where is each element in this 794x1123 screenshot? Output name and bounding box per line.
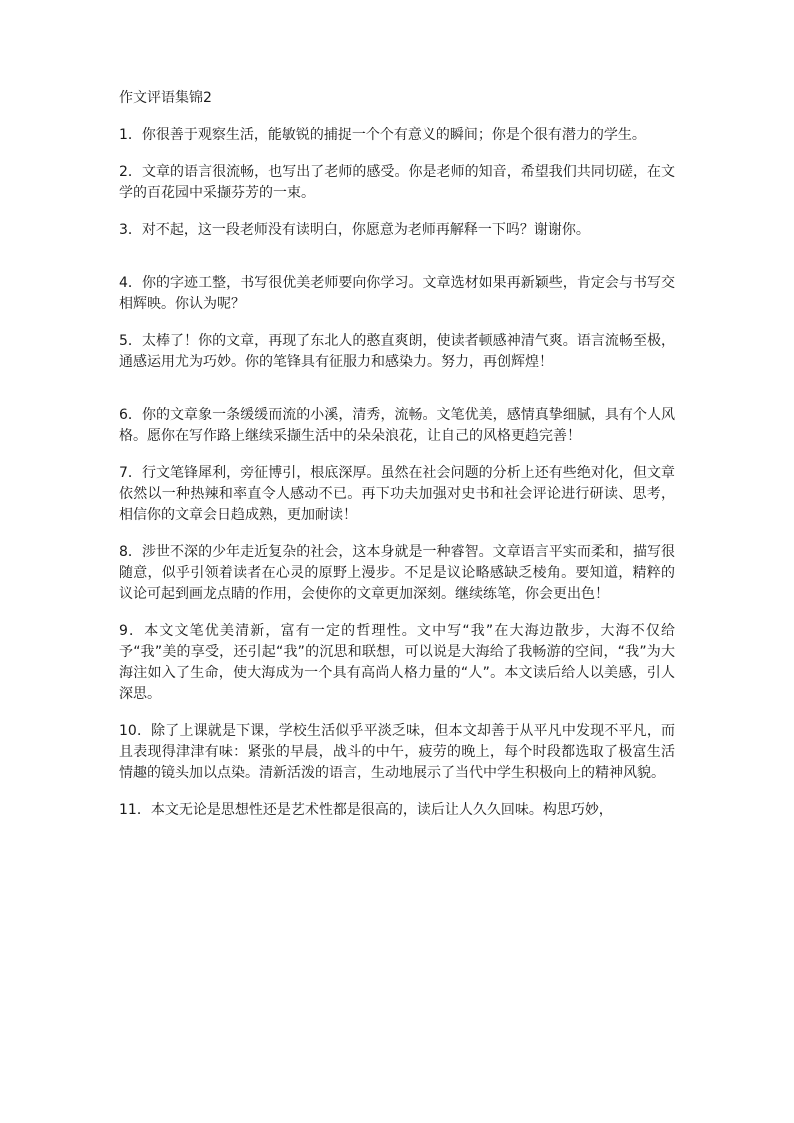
document-title: 作文评语集锦2 <box>119 90 212 106</box>
comment-paragraph-7: 7．行文笔锋犀利，旁征博引，根底深厚。虽然在社会问题的分析上还有些绝对化，但文章依然以一种热辣和率直令人感动不已。再下功夫加强对史书和社会评论进行研读、思考，相信你的文章会日趋成熟，更加耐读！ <box>119 465 675 523</box>
comment-paragraph-6: 6．你的文章象一条缓缓而流的小溪，清秀，流畅。文笔优美，感情真挚细腻，具有个人风格。愿你在写作路上继续采撷生活中的朵朵浪花，让自己的风格更趋完善！ <box>119 407 675 444</box>
comment-paragraph-3: 3．对不起，这一段老师没有读明白，你愿意为老师再解释一下吗？谢谢你。 <box>119 222 590 238</box>
comment-paragraph-11: 11．本文无论是思想性还是艺术性都是很高的，读后让人久久回味。构思巧妙， <box>119 802 613 818</box>
comment-paragraph-4: 4．你的字迹工整，书写很优美老师要向你学习。文章选材如果再新颖些，肯定会与书写交相辉映。你认为呢？ <box>119 275 675 312</box>
comment-paragraph-1: 1．你很善于观察生活，能敏锐的捕捉一个个有意义的瞬间；你是个很有潜力的学生。 <box>119 127 646 143</box>
comment-paragraph-5: 5．太棒了！你的文章，再现了东北人的憨直爽朗，使读者顿感神清气爽。语言流畅至极，通感运用尤为巧妙。你的笔锋具有征服力和感染力。努力，再创辉煌！ <box>119 333 675 370</box>
comment-paragraph-8: 8．涉世不深的少年走近复杂的社会，这本身就是一种睿智。文章语言平实而柔和，描写很随意，似乎引领着读者在心灵的原野上漫步。不足是议论略感缺乏棱角。要知道，精粹的议论可起到画龙点睛的作用，会使你的文章更加深刻。继续练笔，你会更出色！ <box>119 544 675 602</box>
comment-paragraph-9: 9．本文文笔优美清新，富有一定的哲理性。文中写“我”在大海边散步，大海不仅给予“我”美的享受，还引起“我”的沉思和联想，可以说是大海给了我畅游的空间，“我”为大海注如入了生命，使大海成为一个具有高尚人格力量的“人”。本文读后给人以美感，引人深思。 <box>119 623 675 702</box>
comment-paragraph-2: 2．文章的语言很流畅，也写出了老师的感受。你是老师的知音，希望我们共同切磋，在文学的百花园中采撷芬芳的一束。 <box>119 164 675 201</box>
document-body <box>119 88 675 837</box>
comment-paragraph-10: 10．除了上课就是下课，学校生活似乎平淡乏味，但本文却善于从平凡中发现不平凡，而且表现得津津有味：紧张的早晨，战斗的中午，疲劳的晚上，每个时段都选取了极富生活情趣的镜头加以点染。清新活泼的语言，生动地展示了当代中学生积极向上的精神风貌。 <box>119 723 675 781</box>
